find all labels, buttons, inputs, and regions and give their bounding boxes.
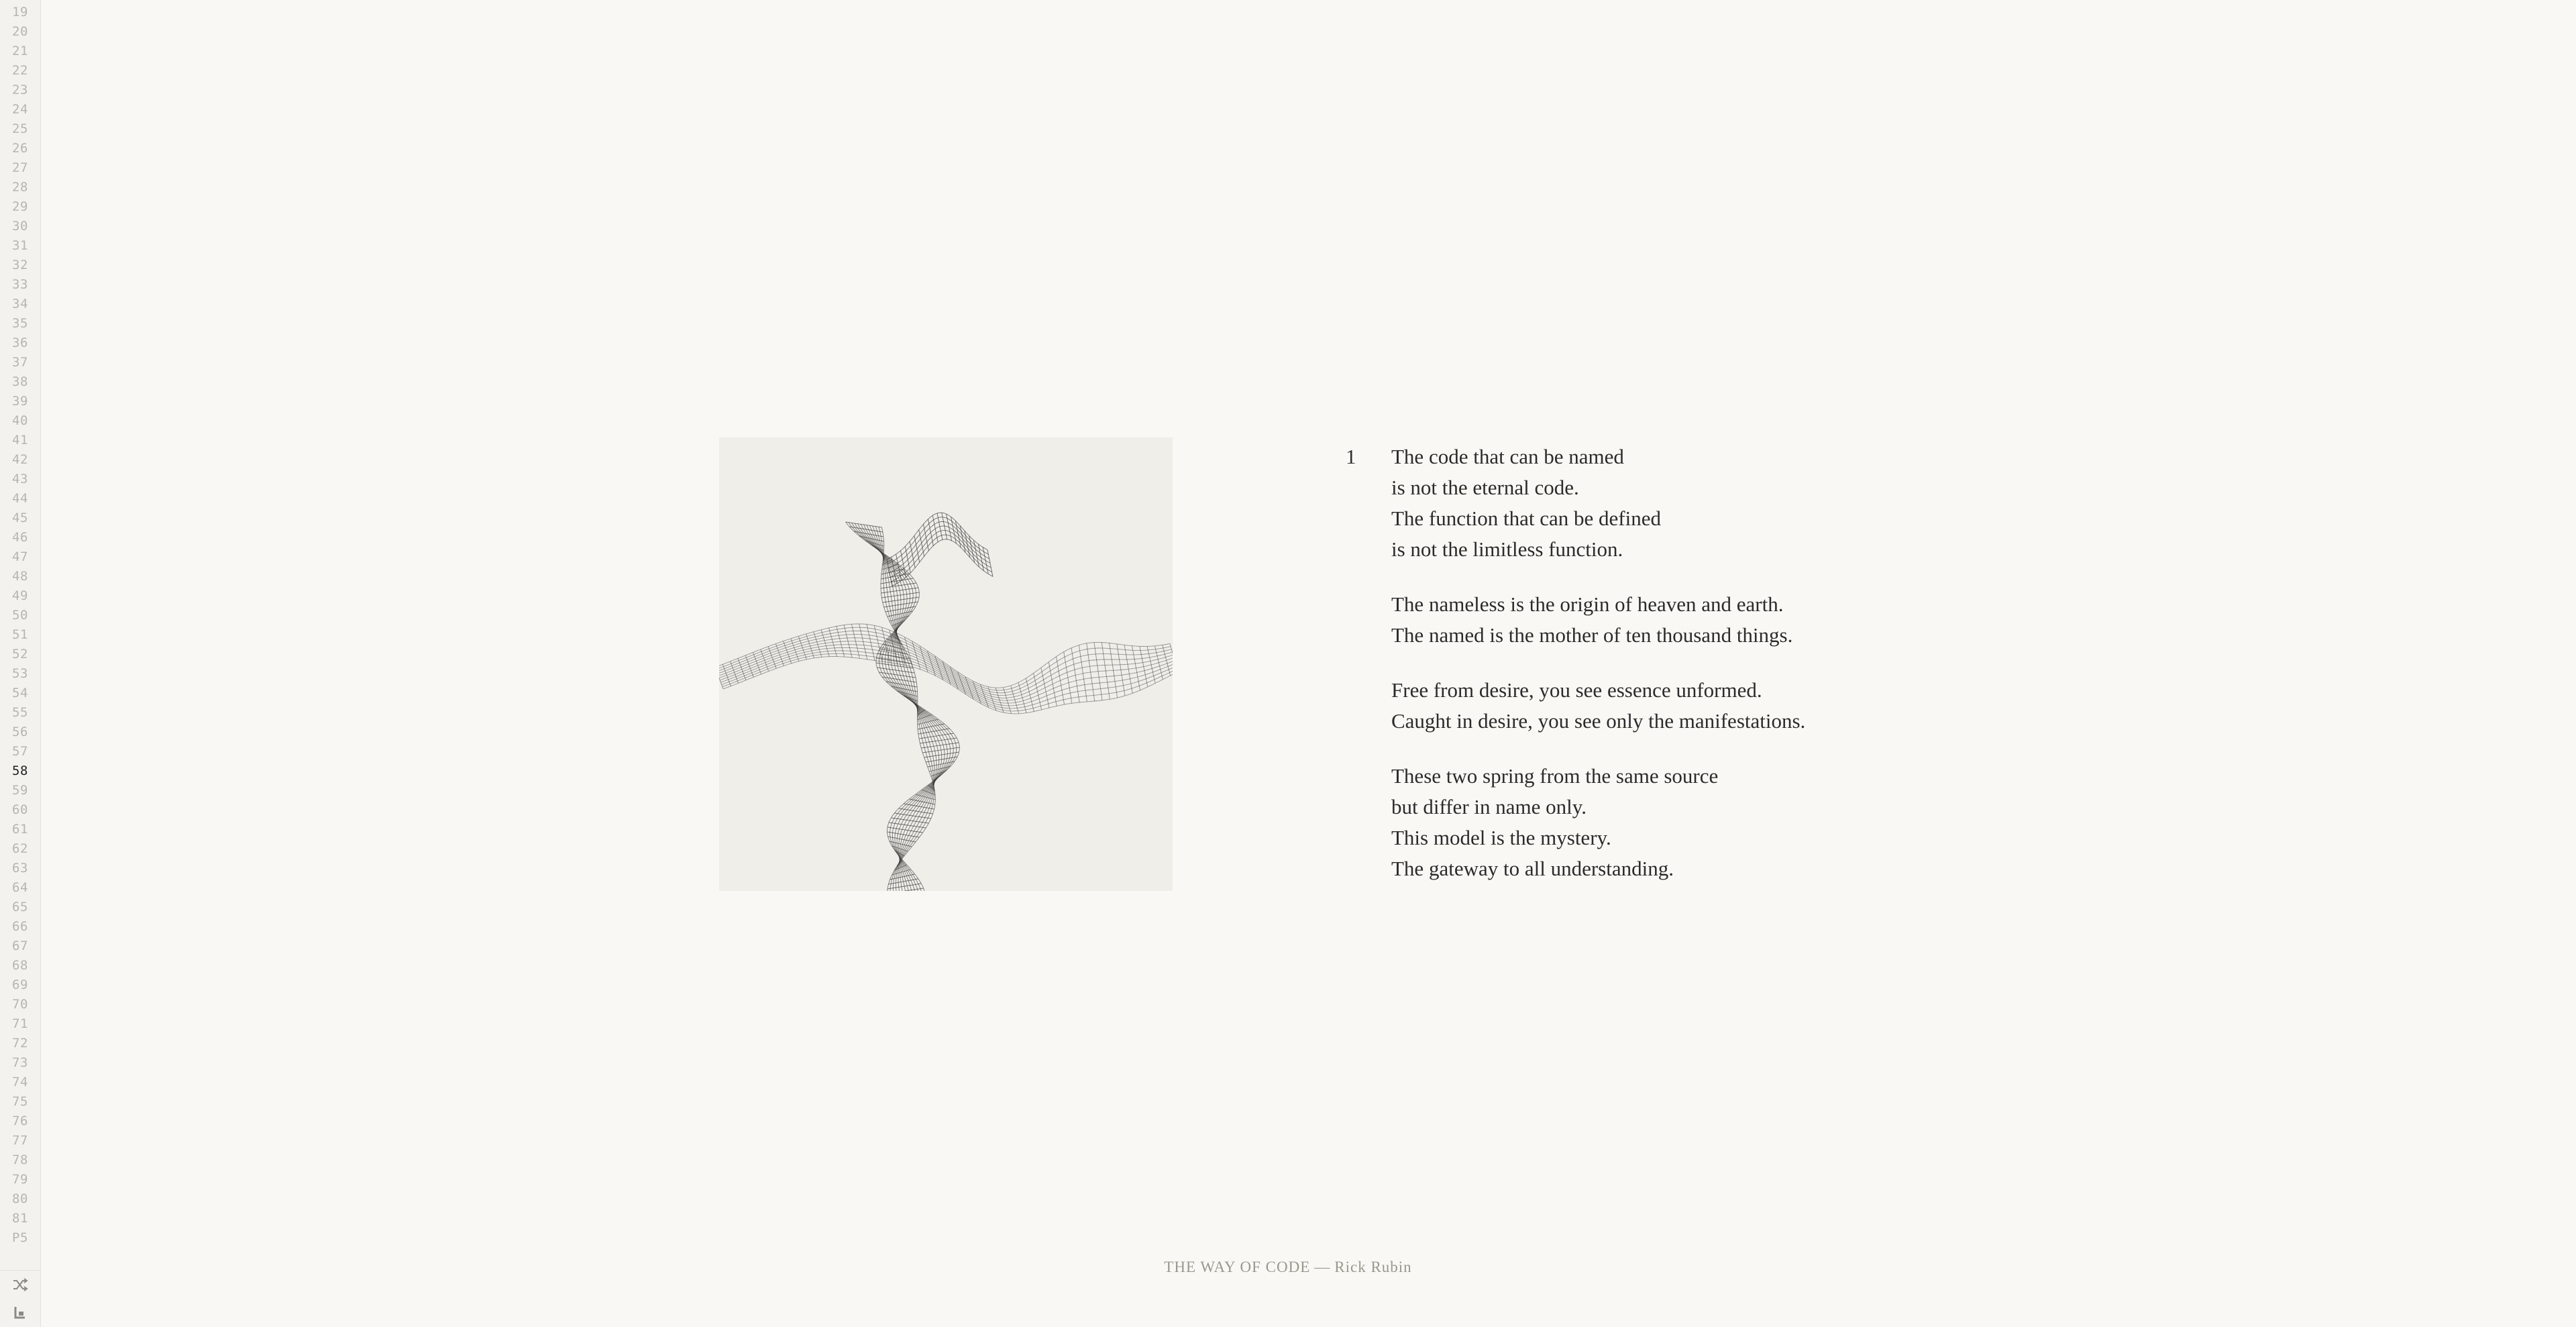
line-number: 53 (12, 666, 28, 681)
line-number: 35 (12, 316, 28, 331)
verse-line: Caught in desire, you see only the manifestations. (1391, 709, 1806, 733)
verse-line: This model is the mystery. (1391, 826, 1611, 849)
stanza (1391, 675, 1995, 737)
line-number: P5 (12, 1230, 28, 1245)
line-number: 48 (12, 569, 28, 584)
line-number: 40 (12, 413, 28, 428)
line-number: 26 (12, 141, 28, 156)
line-number: 56 (12, 725, 28, 739)
line-number: 54 (12, 686, 28, 700)
line-number: 66 (12, 919, 28, 934)
verse-line: The code that can be named (1391, 445, 1624, 468)
line-number: 63 (12, 861, 28, 875)
verse-line: but differ in name only. (1391, 795, 1587, 818)
stanza (1391, 589, 1995, 651)
line-number: 45 (12, 511, 28, 525)
line-number: 52 (12, 647, 28, 661)
line-number: 23 (12, 83, 28, 97)
line-number-gutter (0, 0, 41, 1327)
line-number: 59 (12, 783, 28, 798)
line-number: 25 (12, 121, 28, 136)
line-number: 43 (12, 472, 28, 486)
line-numbers (0, 3, 40, 1248)
verse-line: The gateway to all understanding. (1391, 857, 1674, 880)
line-number: 19 (12, 5, 28, 19)
book-author: Rick Rubin (1334, 1259, 1412, 1275)
line-number: 79 (12, 1172, 28, 1187)
line-number: 20 (12, 24, 28, 39)
line-number: 41 (12, 433, 28, 447)
verse-line: The named is the mother of ten thousand things. (1391, 623, 1793, 647)
line-number: 44 (12, 491, 28, 506)
footer-separator: — (1314, 1259, 1331, 1275)
line-number: 42 (12, 452, 28, 467)
line-number: 21 (12, 44, 28, 58)
verse-line: Free from desire, you see essence unformed. (1391, 678, 1762, 702)
line-number: 76 (12, 1114, 28, 1128)
line-number: 58 (12, 763, 28, 778)
line-number: 62 (12, 841, 28, 856)
line-number: 80 (12, 1191, 28, 1206)
line-number: 24 (12, 102, 28, 117)
line-number: 27 (12, 160, 28, 175)
line-number: 75 (12, 1094, 28, 1109)
line-number: 70 (12, 997, 28, 1012)
line-number: 67 (12, 939, 28, 953)
corner-arrow-button[interactable] (0, 1299, 40, 1327)
line-number: 37 (12, 355, 28, 370)
line-number: 78 (12, 1153, 28, 1167)
line-number: 22 (12, 63, 28, 78)
line-number: 81 (12, 1211, 28, 1226)
footer-credit (0, 1259, 2576, 1276)
verse-line: is not the limitless function. (1391, 537, 1623, 561)
line-number: 47 (12, 549, 28, 564)
line-number: 30 (12, 219, 28, 233)
line-number: 69 (12, 977, 28, 992)
gutter-tools (0, 1270, 40, 1327)
chapter-number: 1 (1346, 445, 1356, 468)
line-number: 31 (12, 238, 28, 253)
line-number: 46 (12, 530, 28, 545)
line-number: 51 (12, 627, 28, 642)
line-number: 57 (12, 744, 28, 759)
line-number: 73 (12, 1055, 28, 1070)
line-number: 60 (12, 802, 28, 817)
line-number: 29 (12, 199, 28, 214)
shuffle-icon (12, 1277, 28, 1292)
line-number: 77 (12, 1133, 28, 1148)
line-number: 38 (12, 374, 28, 389)
line-number: 50 (12, 608, 28, 623)
verse-line: The nameless is the origin of heaven and earth. (1391, 592, 1784, 616)
stanza (1391, 761, 1995, 884)
line-number: 55 (12, 705, 28, 720)
line-number: 49 (12, 588, 28, 603)
line-number: 68 (12, 958, 28, 973)
line-number: 64 (12, 880, 28, 895)
line-number: 39 (12, 394, 28, 409)
line-number: 32 (12, 258, 28, 272)
line-number: 34 (12, 297, 28, 311)
line-number: 74 (12, 1075, 28, 1090)
wireframe-mesh-illustration (719, 437, 1173, 891)
line-number: 72 (12, 1036, 28, 1051)
line-number: 28 (12, 180, 28, 195)
line-number: 33 (12, 277, 28, 292)
line-number: 65 (12, 900, 28, 914)
line-number: 36 (12, 335, 28, 350)
line-number: 71 (12, 1016, 28, 1031)
wireframe-illustration (719, 437, 1173, 891)
verse-line: These two spring from the same source (1391, 764, 1719, 788)
stanza (1391, 441, 1995, 565)
corner-arrow-icon (12, 1305, 28, 1321)
verse-line: The function that can be defined (1391, 507, 1661, 530)
book-title: THE WAY OF CODE (1164, 1259, 1311, 1275)
line-number: 61 (12, 822, 28, 837)
verse-text (1391, 441, 1995, 908)
verse-line: is not the eternal code. (1391, 476, 1579, 499)
